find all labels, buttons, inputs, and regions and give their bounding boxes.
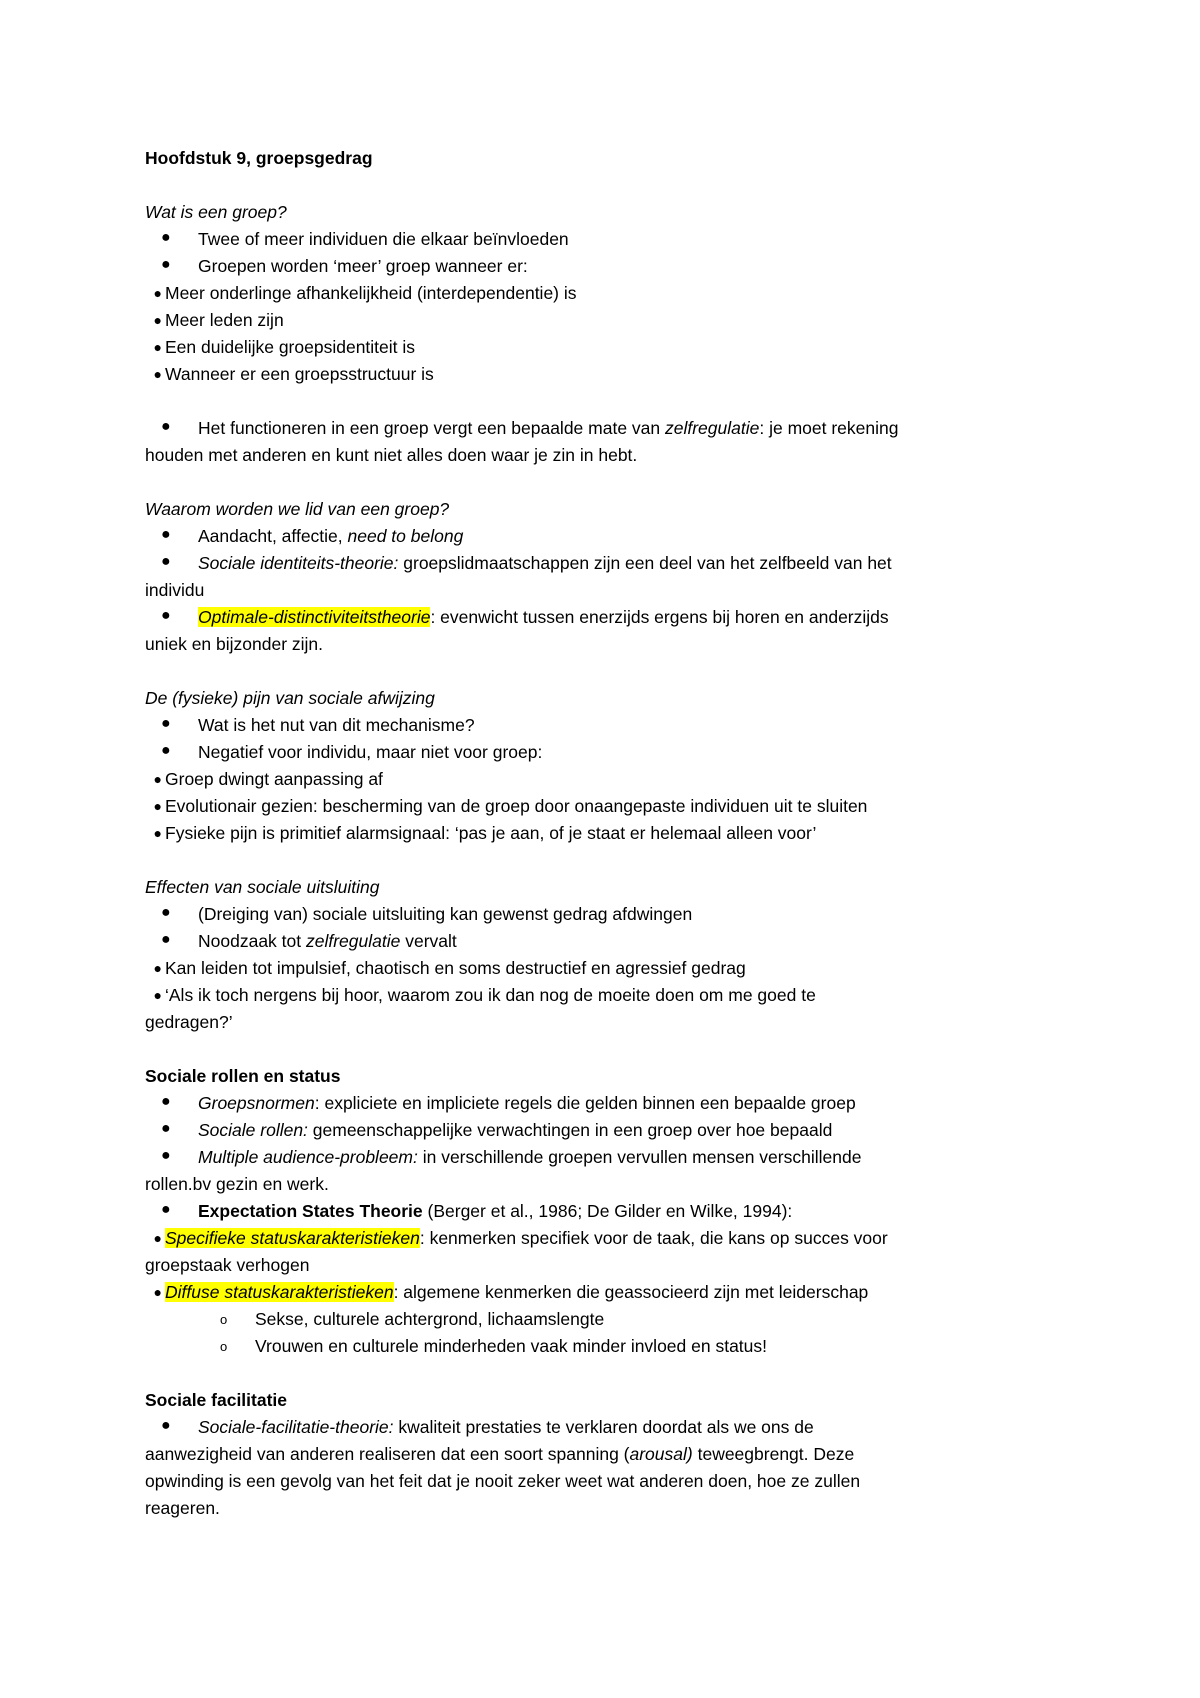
list-item: ● Sociale-facilitatie-theorie: kwaliteit prestaties te verklaren doordat als we ons de <box>145 1414 1055 1441</box>
list-item: ● Groepen worden ‘meer’ groep wanneer er: <box>145 253 1055 280</box>
list-item: ● Groepsnormen: expliciete en impliciete regels die gelden binnen een bepaalde groep <box>145 1090 1055 1117</box>
section-heading-sociale-facilitatie: Sociale facilitatie <box>145 1390 288 1410</box>
list-item: ● Sociale identiteits-theorie: groepslidmaatschappen zijn een deel van het zelfbeeld van het <box>145 550 1055 577</box>
bullet-icon: ● <box>161 1120 171 1137</box>
page-title: Hoofdstuk 9, groepsgedrag <box>145 148 373 168</box>
bullet-icon: ● <box>161 1093 171 1110</box>
sub-list-item-continuation: gedragen?’ <box>145 1012 233 1032</box>
bullet-icon: ● <box>161 1417 171 1434</box>
list-item: ● Expectation States Theorie (Berger et al., 1986; De Gilder en Wilke, 1994): <box>145 1198 1055 1225</box>
list-item: ● Multiple audience-probleem: in verschillende groepen vervullen mensen verschillende <box>145 1144 1055 1171</box>
list-item-continuation: reageren. <box>145 1498 220 1518</box>
highlighted-term: Specifieke statuskarakteristieken <box>165 1228 420 1248</box>
bullet-icon: ● <box>153 312 162 328</box>
sub-list-item: ● Meer leden zijn <box>145 307 1055 334</box>
list-item: ● Optimale-distinctiviteitstheorie: evenwicht tussen enerzijds ergens bij horen en anderzijds <box>145 604 1055 631</box>
bullet-icon: ● <box>153 960 162 976</box>
bullet-icon: ● <box>161 931 171 948</box>
list-item: ● Twee of meer individuen die elkaar beïnvloeden <box>145 226 1055 253</box>
list-item-continuation: aanwezigheid van anderen realiseren dat een soort spanning (arousal) teweegbrengt. Deze <box>145 1444 855 1464</box>
list-item-continuation: uniek en bijzonder zijn. <box>145 634 324 654</box>
bullet-icon: ● <box>153 366 162 382</box>
bullet-icon: ● <box>161 553 171 570</box>
sub-list-item: ● Groep dwingt aanpassing af <box>145 766 1055 793</box>
list-item: ● Het functioneren in een groep vergt een bepaalde mate van zelfregulatie: je moet rekening <box>145 415 1055 442</box>
document-body <box>145 145 1055 1522</box>
bullet-icon: ● <box>161 715 171 732</box>
sub-list-item: ● Diffuse statuskarakteristieken: algemene kenmerken die geassocieerd zijn met leiderschap <box>145 1279 1055 1306</box>
bullet-icon: ● <box>153 798 162 814</box>
highlighted-term: Optimale-distinctiviteitstheorie <box>198 607 431 627</box>
sub-sub-list-item: o Vrouwen en culturele minderheden vaak minder invloed en status! <box>145 1333 1055 1360</box>
bullet-icon: ● <box>161 1201 171 1218</box>
bullet-icon: ● <box>153 987 162 1003</box>
list-item: ● (Dreiging van) sociale uitsluiting kan gewenst gedrag afdwingen <box>145 901 1055 928</box>
bullet-icon: ● <box>153 1284 162 1300</box>
list-item-continuation: rollen.bv gezin en werk. <box>145 1174 329 1194</box>
sub-list-item: ● Wanneer er een groepsstructuur is <box>145 361 1055 388</box>
section-heading-sociale-rollen: Sociale rollen en status <box>145 1066 341 1086</box>
sub-list-item: ● Evolutionair gezien: bescherming van de groep door onaangepaste individuen uit te sluiten <box>145 793 1055 820</box>
bullet-icon: ● <box>161 742 171 759</box>
list-item: ● Aandacht, affectie, need to belong <box>145 523 1055 550</box>
section-heading-effecten-uitsluiting: Effecten van sociale uitsluiting <box>145 877 380 897</box>
bullet-icon: ● <box>153 285 162 301</box>
bullet-icon: ● <box>161 607 171 624</box>
bullet-icon: ● <box>161 229 171 246</box>
list-item: ● Wat is het nut van dit mechanisme? <box>145 712 1055 739</box>
list-item: ● Sociale rollen: gemeenschappelijke verwachtingen in een groep over hoe bepaald <box>145 1117 1055 1144</box>
bullet-icon: ● <box>161 418 171 435</box>
sub-list-item: ● Fysieke pijn is primitief alarmsignaal: ‘pas je aan, of je staat er helemaal alleen voor’ <box>145 820 1055 847</box>
list-item-continuation: individu <box>145 580 205 600</box>
section-heading-pijn-afwijzing: De (fysieke) pijn van sociale afwijzing <box>145 688 435 708</box>
bullet-icon: ● <box>153 339 162 355</box>
list-item: ● Noodzaak tot zelfregulatie vervalt <box>145 928 1055 955</box>
bullet-icon: ● <box>161 256 171 273</box>
bullet-icon: ● <box>161 1147 171 1164</box>
bullet-icon: ● <box>153 771 162 787</box>
sub-list-item-continuation: groepstaak verhogen <box>145 1255 310 1275</box>
circle-bullet-icon: o <box>220 1339 228 1354</box>
sub-sub-list-item: o Sekse, culturele achtergrond, lichaamslengte <box>145 1306 1055 1333</box>
section-heading-wat-is-een-groep: Wat is een groep? <box>145 202 287 222</box>
sub-list-item: ● ‘Als ik toch nergens bij hoor, waarom zou ik dan nog de moeite doen om me goed te <box>145 982 1055 1009</box>
list-item: ● Negatief voor individu, maar niet voor groep: <box>145 739 1055 766</box>
section-heading-waarom-lid: Waarom worden we lid van een groep? <box>145 499 450 519</box>
list-item-continuation: houden met anderen en kunt niet alles doen waar je zin in hebt. <box>145 445 638 465</box>
sub-list-item: ● Meer onderlinge afhankelijkheid (interdependentie) is <box>145 280 1055 307</box>
bullet-icon: ● <box>153 825 162 841</box>
sub-list-item: ● Een duidelijke groepsidentiteit is <box>145 334 1055 361</box>
sub-list-item: ● Specifieke statuskarakteristieken: kenmerken specifiek voor de taak, die kans op succes voor <box>145 1225 1055 1252</box>
sub-list-item: ● Kan leiden tot impulsief, chaotisch en soms destructief en agressief gedrag <box>145 955 1055 982</box>
bullet-icon: ● <box>161 526 171 543</box>
circle-bullet-icon: o <box>220 1312 228 1327</box>
list-item-continuation: opwinding is een gevolg van het feit dat je nooit zeker weet wat anderen doen, hoe ze zullen <box>145 1471 861 1491</box>
bullet-icon: ● <box>153 1230 162 1246</box>
bullet-icon: ● <box>161 904 171 921</box>
highlighted-term: Diffuse statuskarakteristieken <box>165 1282 394 1302</box>
